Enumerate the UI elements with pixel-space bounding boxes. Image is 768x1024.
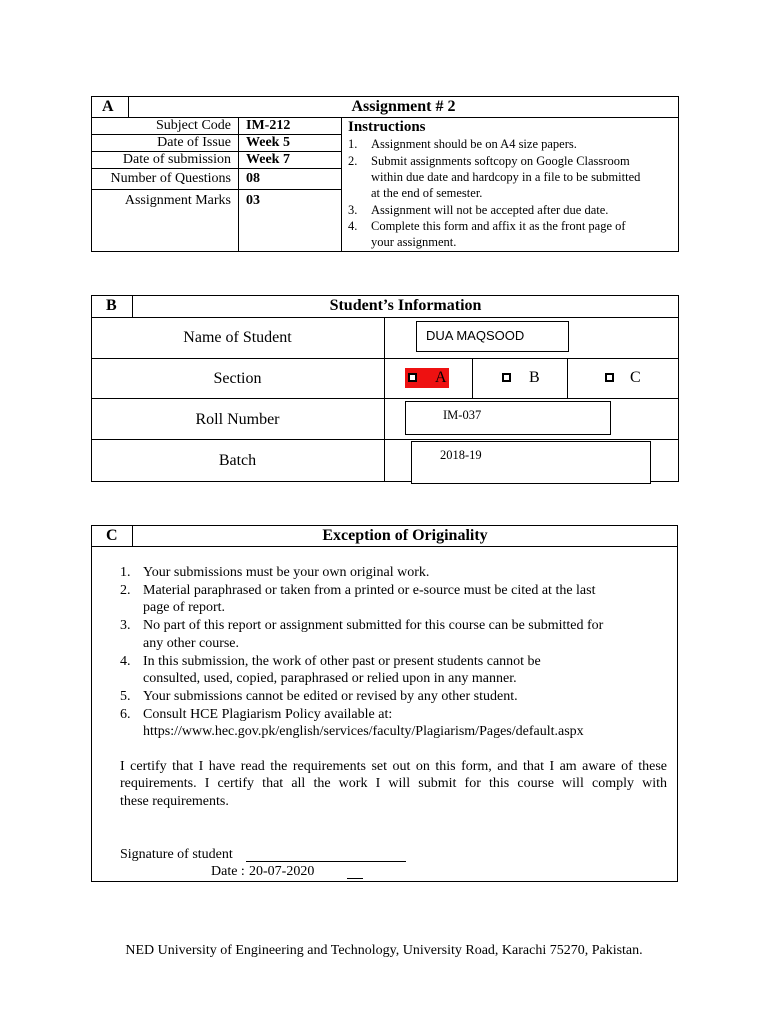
list-number: 1. (120, 565, 131, 580)
section-a-letter: A (102, 98, 114, 115)
student-info-title: Student’s Information (329, 297, 482, 314)
instruction-number: 4. (348, 219, 358, 233)
roll-number-label: Roll Number (195, 411, 280, 428)
batch-field[interactable] (411, 441, 651, 484)
section-label: Section (213, 370, 262, 387)
instruction-number: 1. (348, 137, 358, 151)
instruction-line: your assignment. (371, 235, 457, 249)
date-label: Date : (211, 864, 245, 879)
section-option-b[interactable] (500, 368, 550, 388)
list-item: consulted, used, copied, paraphrased or relied upon in any manner. (143, 671, 517, 686)
list-item: Material paraphrased or taken from a printed or e-source must be cited at the last (143, 583, 596, 598)
section-option-a-label: A (435, 369, 447, 386)
date-of-issue-label: Date of Issue (157, 135, 231, 150)
student-name-field[interactable] (416, 321, 569, 352)
subject-code-value: IM-212 (246, 118, 291, 133)
section-option-a[interactable] (405, 368, 449, 388)
policy-url: https://www.hec.gov.pk/english/services/faculty/Plagiarism/Pages/default.aspx (143, 724, 584, 739)
list-number: 5. (120, 689, 131, 704)
list-number: 4. (120, 654, 131, 669)
assignment-title: Assignment # 2 (351, 98, 456, 115)
list-item: In this submission, the work of other past or present students cannot be (143, 654, 541, 669)
list-number: 2. (120, 583, 131, 598)
checkbox-icon (502, 373, 511, 382)
checkbox-checked-icon (408, 373, 417, 382)
list-item: Your submissions must be your own original work. (143, 565, 430, 580)
number-of-questions-label: Number of Questions (110, 171, 231, 186)
list-number: 6. (120, 707, 131, 722)
originality-title: Exception of Originality (322, 527, 488, 544)
section-b-letter: B (106, 297, 117, 314)
footer-address: NED University of Engineering and Technology, University Road, Karachi 75270, Pakistan. (125, 943, 643, 958)
date-of-issue-value: Week 5 (246, 135, 290, 150)
list-number: 3. (120, 618, 131, 633)
subject-code-label: Subject Code (155, 118, 231, 133)
instruction-line: Complete this form and affix it as the front page of (371, 219, 626, 233)
instruction-line: Assignment will not be accepted after due date. (371, 203, 609, 217)
roll-number-field[interactable] (405, 401, 611, 435)
section-option-b-label: B (529, 369, 540, 386)
name-of-student-label: Name of Student (183, 329, 292, 346)
list-item: any other course. (143, 636, 240, 651)
list-item: page of report. (143, 600, 226, 615)
list-item: Consult HCE Plagiarism Policy available at: (143, 707, 393, 722)
instructions-heading: Instructions (348, 119, 426, 135)
assignment-marks-label: Assignment Marks (124, 193, 231, 208)
checkbox-icon (605, 373, 614, 382)
signature-line[interactable] (246, 861, 406, 862)
roll-number-value: IM-037 (443, 408, 482, 422)
number-of-questions-value: 08 (246, 171, 260, 186)
student-name-value: DUA MAQSOOD (426, 328, 525, 343)
date-of-submission-label: Date of submission (122, 152, 231, 167)
certify-line: requirements. I certify that all the work I will submit for this course will comply with (120, 776, 667, 791)
instruction-line: Submit assignments softcopy on Google Classroom (371, 154, 630, 168)
instruction-number: 2. (348, 154, 358, 168)
batch-label: Batch (218, 452, 257, 469)
certify-line: these requirements. (120, 794, 229, 809)
list-item: No part of this report or assignment submitted for this course can be submitted for (143, 618, 604, 633)
list-item: Your submissions cannot be edited or revised by any other student. (143, 689, 518, 704)
date-underline (347, 878, 363, 879)
section-option-c-label: C (630, 369, 641, 386)
signature-label: Signature of student (120, 847, 233, 862)
instruction-line: within due date and hardcopy in a file to be submitted (371, 170, 641, 184)
certify-line: I certify that I have read the requirements set out on this form, and that I am aware of these (120, 759, 667, 774)
instruction-number: 3. (348, 203, 358, 217)
instruction-line: Assignment should be on A4 size papers. (371, 137, 577, 151)
assignment-marks-value: 03 (246, 193, 260, 208)
section-c-letter: C (106, 527, 118, 544)
instruction-line: at the end of semester. (371, 186, 483, 200)
date-value: 20-07-2020 (249, 864, 315, 879)
batch-value: 2018-19 (440, 448, 482, 462)
section-option-c[interactable] (605, 368, 655, 388)
date-of-submission-value: Week 7 (246, 152, 290, 167)
